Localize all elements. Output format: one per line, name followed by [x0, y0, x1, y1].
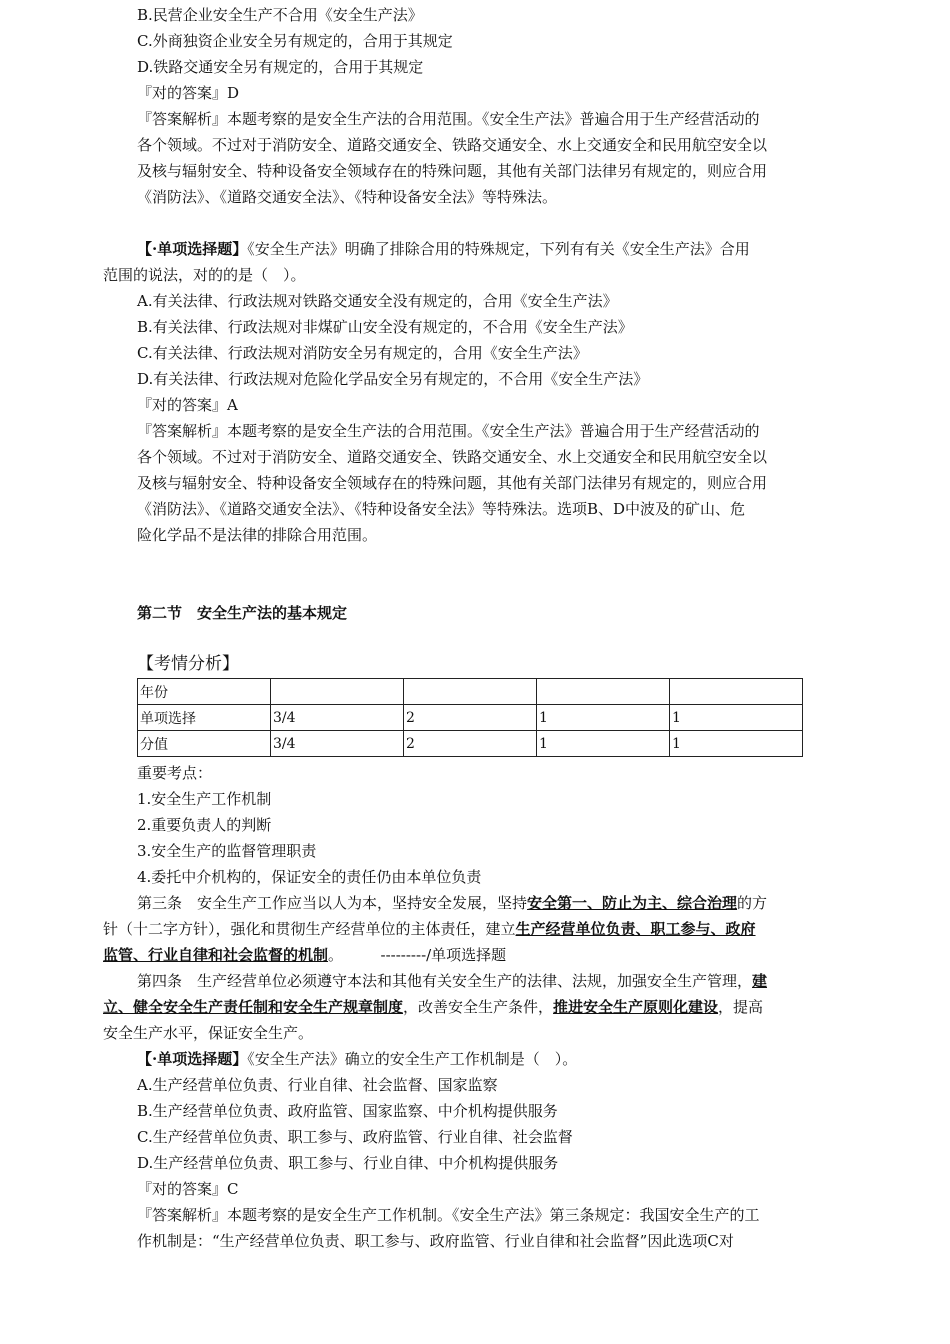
key-point: 1.安全生产工作机制 [137, 790, 272, 808]
article-4 [137, 968, 767, 994]
article-3-line [103, 942, 506, 968]
table-cell: 1 [537, 731, 670, 757]
option-b: B.民营企业安全生产不合用《安全生产法》 [137, 6, 423, 24]
article-4-line: 安全生产水平，保证安全生产。 [103, 1024, 314, 1042]
key-points-label: 重要考点： [137, 764, 213, 782]
highlight-text: 推进安全生产原则化建设 [553, 998, 719, 1016]
table-row [138, 679, 803, 705]
option-a: A.有关法律、行政法规对铁路交通安全没有规定的，合用《安全生产法》 [137, 292, 618, 310]
table-cell: 分值 [138, 731, 271, 757]
option-b: B.生产经营单位负责、政府监管、国家监察、中介机构提供服务 [137, 1102, 558, 1120]
table-cell: 1 [537, 705, 670, 731]
option-d: D.铁路交通安全另有规定的，合用于其规定 [137, 58, 424, 76]
explanation-line: 及核与辐射安全、特种设备安全领域存在的特殊问题，其他有关部门法律另有规定的，则应合用 [137, 162, 768, 180]
option-c: C.生产经营单位负责、职工参与、政府监管、行业自律、社会监督 [137, 1128, 573, 1146]
key-point: 2.重要负责人的判断 [137, 816, 272, 834]
question [137, 1046, 577, 1072]
option-b: B.有关法律、行政法规对非煤矿山安全没有规定的，不合用《安全生产法》 [137, 318, 633, 336]
explanation-line: 及核与辐射安全、特种设备安全领域存在的特殊问题，其他有关部门法律另有规定的，则应合用 [137, 474, 768, 492]
answer: 『对的答案』D [137, 84, 240, 102]
analysis-label: 【考情分析】 [137, 654, 239, 674]
explanation-line: 『答案解析』本题考察的是安全生产法的合用范围。《安全生产法》普遍合用于生产经营活动的 [137, 110, 760, 128]
answer: 『对的答案』C [137, 1180, 239, 1198]
question-text: 《安全生产法》确立的安全生产工作机制是（ ）。 [247, 1050, 578, 1068]
table-cell: 1 [670, 731, 803, 757]
highlight-text: 生产经营单位负责、职工参与、政府 [515, 920, 756, 938]
table-cell: 单项选择 [138, 705, 271, 731]
table-cell: 2 [404, 705, 537, 731]
explanation-line: 『答案解析』本题考察的是安全生产法的合用范围。《安全生产法》普遍合用于生产经营活动的 [137, 422, 760, 440]
key-point: 3.安全生产的监督管理职责 [137, 842, 317, 860]
explanation-line: 各个领域。不过对于消防安全、道路交通安全、铁路交通安全、水上交通安全和民用航空安全以 [137, 136, 768, 154]
explanation-line: 『答案解析』本题考察的是安全生产工作机制。《安全生产法》第三条规定：我国安全生产的工 [137, 1206, 760, 1224]
article-3-line [103, 916, 756, 942]
section-title: 第二节 安全生产法的基本规定 [137, 604, 348, 622]
table-cell: 1 [670, 705, 803, 731]
highlight-text: 监管、行业自律和社会监督的机制 [103, 946, 329, 964]
table-cell [404, 679, 537, 705]
table-cell [670, 679, 803, 705]
table-cell [271, 679, 404, 705]
article-text: 。 ---------/单项选择题 [328, 946, 507, 964]
option-a: A.生产经营单位负责、行业自律、社会监督、国家监察 [137, 1076, 498, 1094]
article-text: 的方 [737, 894, 768, 912]
option-c: C.有关法律、行政法规对消防安全另有规定的，合用《安全生产法》 [137, 344, 588, 362]
article-3 [137, 890, 767, 916]
option-d: D.生产经营单位负责、职工参与、行业自律、中介机构提供服务 [137, 1154, 559, 1172]
table-cell: 2 [404, 731, 537, 757]
article-text: 第四条 生产经营单位必须遵守本法和其他有关安全生产的法律、法规，加强安全生产管理， [137, 972, 753, 990]
explanation-line: 作机制是：“生产经营单位负责、职工参与、政府监管、行业自律和社会监督”因此选项C对 [137, 1232, 734, 1250]
exam-analysis-table [137, 678, 803, 757]
question-tag: 【·单项选择题】 [137, 1050, 248, 1068]
table-cell: 3/4 [271, 705, 404, 731]
question-continuation: 范围的说法，对的的是（ ）。 [103, 266, 306, 284]
highlight-text: 立、健全安全生产责任制和安全生产规章制度 [103, 998, 404, 1016]
article-text: 第三条 安全生产工作应当以人为本，坚持安全发展，坚持 [137, 894, 528, 912]
table-row [138, 731, 803, 757]
explanation-line: 《消防法》、《道路交通安全法》、《特种设备安全法》等特殊法。 [137, 188, 558, 206]
question-text: 《安全生产法》明确了排除合用的特殊规定，下列有有关《安全生产法》合用 [247, 240, 750, 258]
table-cell: 3/4 [271, 731, 404, 757]
key-point: 4.委托中介机构的，保证安全的责任仍由本单位负责 [137, 868, 482, 886]
explanation-line: 险化学品不是法律的排除合用范围。 [137, 526, 378, 544]
explanation-line: 《消防法》、《道路交通安全法》、《特种设备安全法》等特殊法。选项B、D中波及的矿山、危 [137, 500, 746, 518]
article-text: ，提高 [718, 998, 764, 1016]
answer: 『对的答案』A [137, 396, 238, 414]
table-cell [537, 679, 670, 705]
table-cell: 年份 [138, 679, 271, 705]
table-row [138, 705, 803, 731]
article-4-line [103, 994, 763, 1020]
question-tag: 【·单项选择题】 [137, 240, 248, 258]
highlight-text: 安全第一、防止为主、综合治理 [527, 894, 738, 912]
highlight-text: 建 [752, 972, 768, 990]
article-text: ，改善安全生产条件， [403, 998, 554, 1016]
option-c: C.外商独资企业安全另有规定的，合用于其规定 [137, 32, 453, 50]
question [137, 236, 750, 262]
option-d: D.有关法律、行政法规对危险化学品安全另有规定的，不合用《安全生产法》 [137, 370, 649, 388]
article-text: 针（十二字方针），强化和贯彻生产经营单位的主体责任，建立 [103, 920, 516, 938]
explanation-line: 各个领域。不过对于消防安全、道路交通安全、铁路交通安全、水上交通安全和民用航空安全以 [137, 448, 768, 466]
